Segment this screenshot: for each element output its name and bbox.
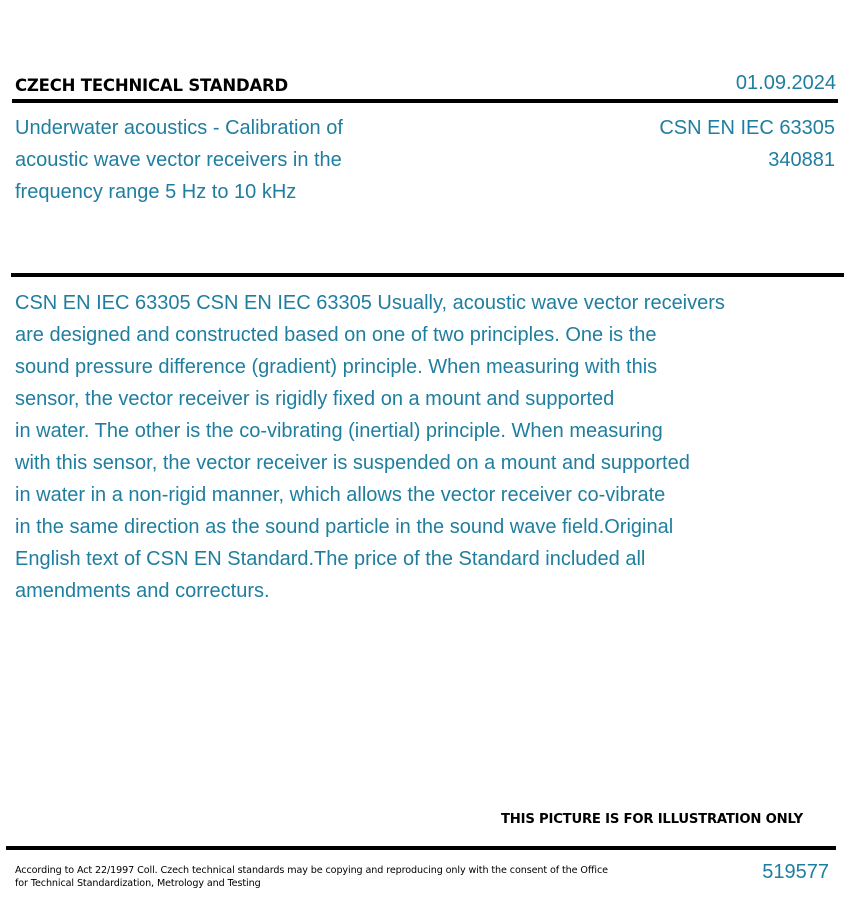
legal-notice: According to Act 22/1997 Coll. Czech technical standards may be copying and reproducing only with the consent of the Office for Technical Standardization, Metrology and Testing (15, 865, 608, 889)
illustration-disclaimer: THIS PICTURE IS FOR ILLUSTRATION ONLY (501, 812, 803, 827)
section-divider (11, 273, 844, 277)
standard-number: CSN EN IEC 63305 (659, 117, 835, 139)
abstract-text: CSN EN IEC 63305 CSN EN IEC 63305 Usually, acoustic wave vector receivers are designed and constructed based on one of two principles. One is the sound pressure difference (gradient) principle. When measuring with this sensor, the vector receiver is rigidly fixed on a mount and supported in water. The other is the co-vibrating (inertial) principle. When measuring with this sensor, the vector receiver is suspended on a mount and supported in water in a non-rigid manner, which allows the vector receiver co-vibrate in the same direction as the sound particle in the sound wave field.Original English text of CSN EN Standard.The price of the Standard included all amendments and correcturs. (15, 292, 725, 602)
footer-divider (6, 846, 836, 850)
document-id: 519577 (762, 861, 829, 883)
catalog-number: 340881 (768, 149, 835, 171)
document-type-label: CZECH TECHNICAL STANDARD (15, 76, 289, 95)
standard-title: Underwater acoustics - Calibration of acoustic wave vector receivers in the frequency range 5 Hz to 10 kHz (15, 117, 343, 203)
publication-date: 01.09.2024 (735, 72, 836, 94)
standard-codes (659, 112, 835, 176)
header-divider (12, 99, 838, 103)
